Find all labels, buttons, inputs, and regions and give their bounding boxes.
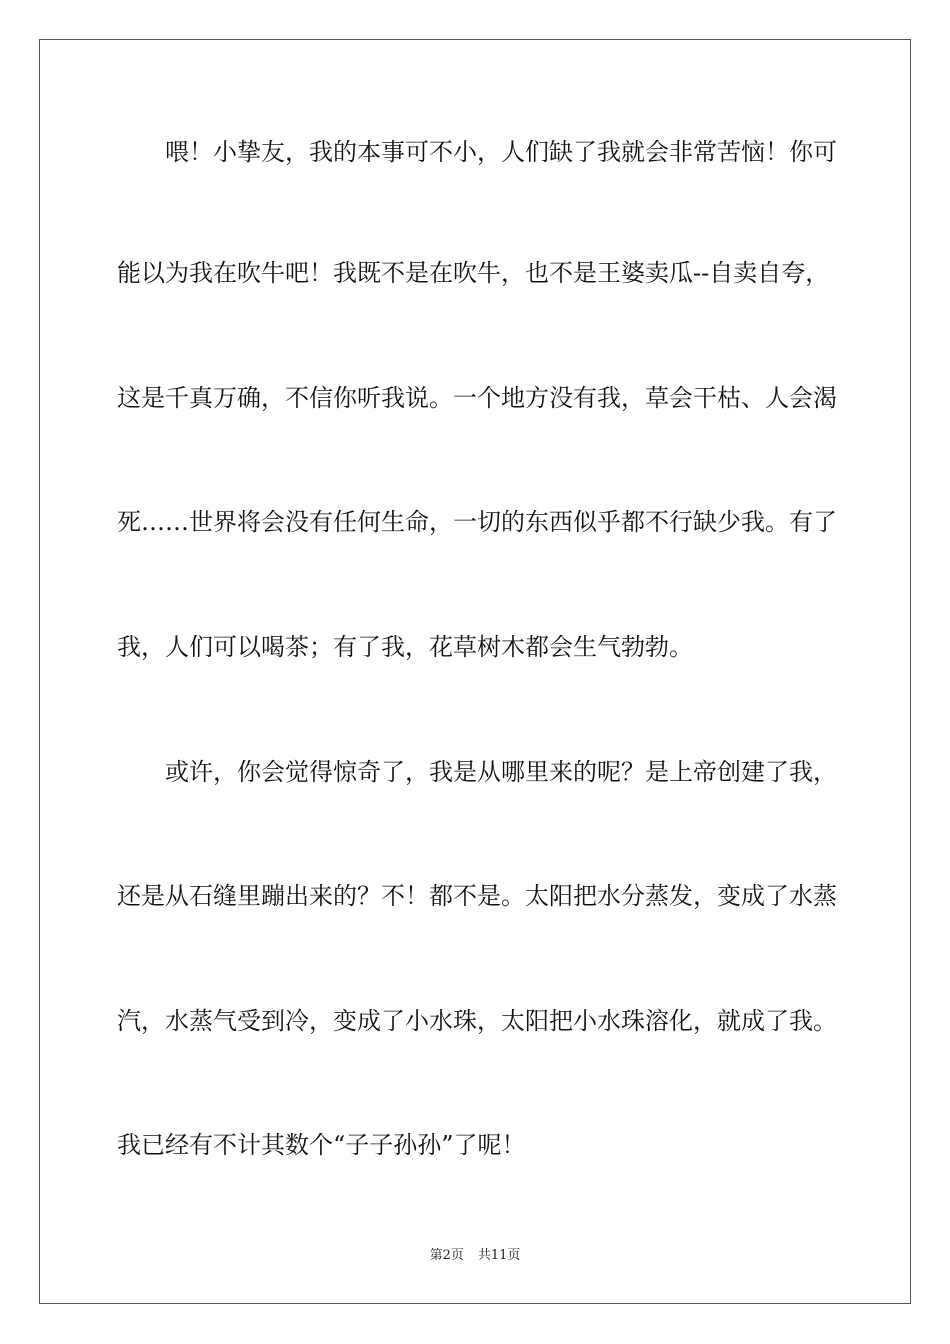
paragraph-1-line-1: 喂！小挚友，我的本事可不小，人们缺了我就会非常苦恼！你可 — [165, 138, 837, 166]
paragraph-1-line-3: 这是千真万确，不信你听我说。一个地方没有我，草会干枯、人会渴 — [117, 384, 837, 412]
paragraph-2-line-2: 还是从石缝里蹦出来的？不！都不是。太阳把水分蒸发，变成了水蒸 — [117, 882, 837, 910]
paragraph-2-line-3: 汽，水蒸气受到冷，变成了小水珠，太阳把小水珠溶化，就成了我。 — [117, 1007, 837, 1035]
total-pages: 共11页 — [477, 1248, 521, 1263]
page-border — [39, 39, 911, 1304]
paragraph-1-line-4: 死……世界将会没有任何生命，一切的东西似乎都不行缺少我。有了 — [117, 508, 837, 536]
paragraph-2-line-4: 我已经有不计其数个“子子孙孙”了呢！ — [117, 1131, 526, 1159]
paragraph-1-line-2: 能以为我在吹牛吧！我既不是在吹牛，也不是王婆卖瓜--自卖自夸， — [117, 259, 830, 287]
paragraph-2-line-1: 或许，你会觉得惊奇了，我是从哪里来的呢？是上帝创建了我， — [165, 758, 837, 786]
page-number: 第2页 — [429, 1248, 464, 1263]
page-footer — [0, 1248, 950, 1264]
paragraph-1-line-5: 我，人们可以喝茶；有了我，花草树木都会生气勃勃。 — [117, 633, 693, 661]
